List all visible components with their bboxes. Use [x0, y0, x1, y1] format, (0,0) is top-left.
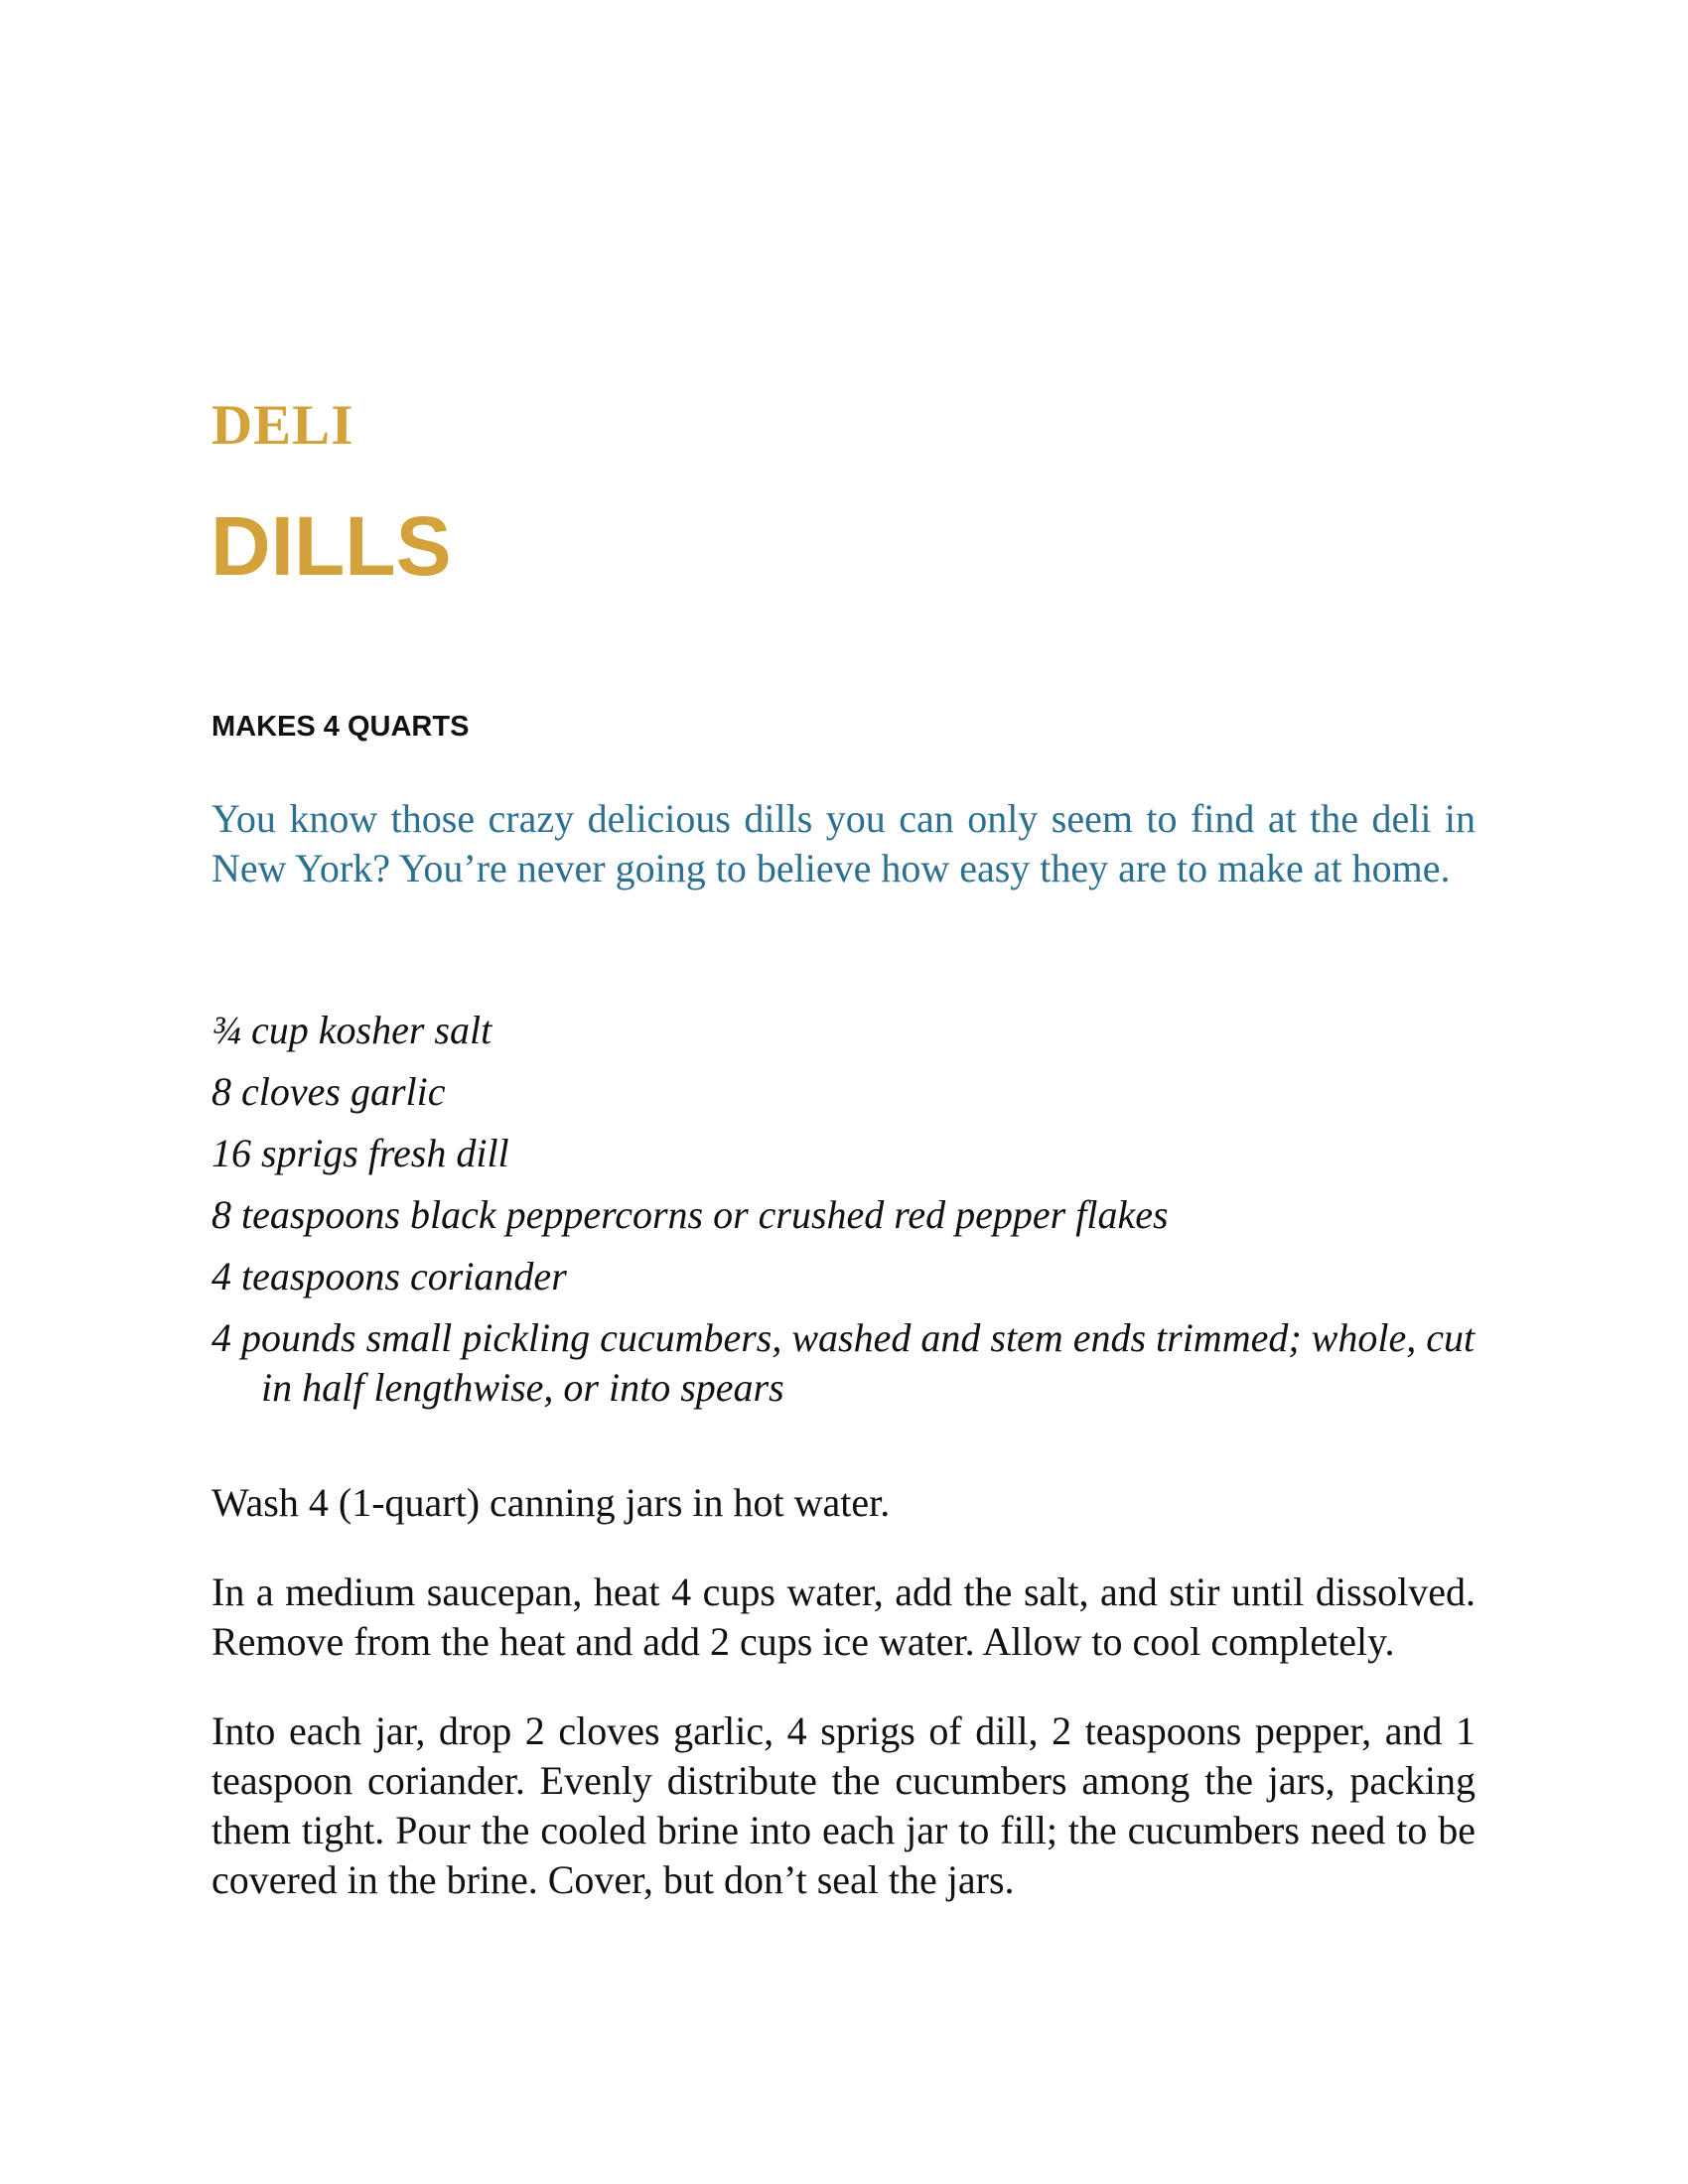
method-step: In a medium saucepan, heat 4 cups water, add the salt, and stir until dissolved. Remove from the heat and add 2 cups ice water. Allow to cool completely.: [211, 1570, 1476, 1664]
method-step: Into each jar, drop 2 cloves garlic, 4 sprigs of dill, 2 teaspoons pepper, and 1 teaspoon coriander. Evenly distribute the cucumbers among the jars, packing them tight. Pour the cooled brine into each jar to fill; the cucumbers need to be covered in the brine. Cover, but don’t seal the jars.: [211, 1708, 1476, 1902]
ingredient-item: 8 teaspoons black peppercorns or crushed red pepper flakes: [211, 1192, 1169, 1237]
ingredient-item: 8 cloves garlic: [211, 1069, 446, 1114]
ingredient-item: 4 pounds small pickling cucumbers, washed and stem ends trimmed; whole, cut in half lengthwise, or into spears: [211, 1315, 1476, 1410]
ingredient-list: [211, 1006, 1477, 1425]
ingredient-item: 16 sprigs fresh dill: [211, 1131, 509, 1175]
recipe-title-line-1: DELI: [211, 394, 354, 457]
ingredient-item: 4 teaspoons coriander: [211, 1254, 567, 1298]
method-steps: [211, 1478, 1476, 1945]
method-step: Wash 4 (1-quart) canning jars in hot water.: [211, 1480, 891, 1525]
recipe-intro: You know those crazy delicious dills you can only seem to find at the deli in New York? You’re never going to believe how easy they are to make at home.: [211, 796, 1476, 890]
ingredient-item: ¾ cup kosher salt: [211, 1008, 492, 1052]
recipe-title-line-2: DILLS: [211, 499, 452, 593]
recipe-yield: MAKES 4 QUARTS: [211, 711, 470, 743]
